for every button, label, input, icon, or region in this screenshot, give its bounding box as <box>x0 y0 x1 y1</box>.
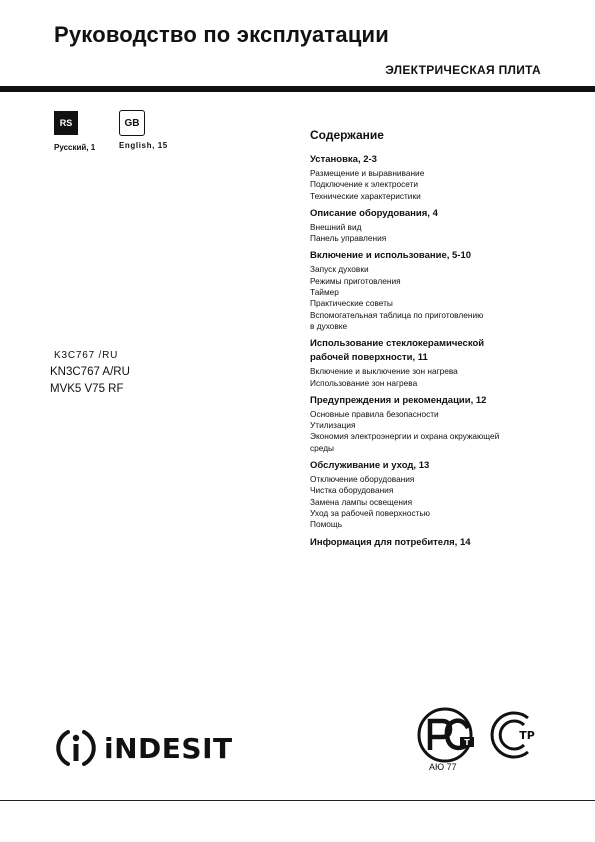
lang-badge-gb: GB <box>119 110 145 136</box>
rst-certification-icon <box>416 706 478 764</box>
toc-item: Экономия электроэнергии и охрана окружающей <box>310 431 500 442</box>
toc-item: Утилизация <box>310 420 356 431</box>
toc-item: Панель управления <box>310 233 387 244</box>
lang-caption-en: English, 15 <box>119 141 168 150</box>
toc-item: среды <box>310 442 334 453</box>
toc-item: Включение и выключение зон нагрева <box>310 366 458 377</box>
toc-item: Отключение оборудования <box>310 474 415 485</box>
indesit-logo-icon <box>54 726 98 770</box>
toc-section <box>310 537 550 549</box>
toc-item: в духовке <box>310 320 348 331</box>
indesit-logo <box>54 726 233 770</box>
toc-section-title: Информация для потребителя, 14 <box>310 536 471 548</box>
toc-item: Помощь <box>310 519 343 530</box>
model-name: KN3C767 A/RU <box>50 366 130 378</box>
certification-marks <box>416 706 546 764</box>
certification-code: АЮ 77 <box>429 762 457 772</box>
toc-section-title: Обслуживание и уход, 13 <box>310 460 430 472</box>
toc-section <box>310 154 550 202</box>
product-type: ЭЛЕКТРИЧЕСКАЯ ПЛИТА <box>385 63 541 77</box>
model-list <box>50 347 130 398</box>
toc-section <box>310 460 550 530</box>
toc-item: Технические характеристики <box>310 190 421 201</box>
toc-section <box>310 250 550 332</box>
toc-section-title: Использование стеклокерамической <box>310 338 485 350</box>
tr-mark-label: ТР <box>519 729 535 742</box>
toc-item: Уход за рабочей поверхностью <box>310 507 430 518</box>
toc-item: Режимы приготовления <box>310 275 401 286</box>
eac-tr-certification-icon <box>484 706 546 764</box>
toc-item: Размещение и выравнивание <box>310 168 425 178</box>
model-name: MVK5 V75 RF <box>50 383 124 395</box>
toc-section-title: Включение и использование, 5-10 <box>310 250 472 262</box>
toc-item: Практические советы <box>310 298 393 309</box>
toc-item: Подключение к электросети <box>310 179 419 190</box>
toc-item: Вспомогательная таблица по приготовлению <box>310 309 484 320</box>
bottom-divider <box>0 800 595 801</box>
toc-item: Запуск духовки <box>310 264 369 275</box>
table-of-contents <box>310 128 550 555</box>
page-title: Руководство по эксплуатации <box>54 22 390 47</box>
toc-item: Основные правила безопасности <box>310 408 439 419</box>
model-name: K3C767 /RU <box>54 350 119 361</box>
toc-item: Замена лампы освещения <box>310 496 413 507</box>
toc-item: Использование зон нагрева <box>310 377 418 388</box>
toc-item: Чистка оборудования <box>310 485 394 496</box>
toc-title: Содержание <box>310 128 384 142</box>
toc-item: Внешний вид <box>310 221 362 232</box>
lang-badge-rs: RS <box>54 111 78 135</box>
top-divider <box>0 86 595 92</box>
toc-section-title-line2: рабочей поверхности, 11 <box>310 352 428 364</box>
toc-section-title: Описание оборудования, 4 <box>310 207 438 219</box>
toc-item: Таймер <box>310 287 339 298</box>
svg-text:T: T <box>464 738 470 747</box>
toc-section <box>310 395 550 454</box>
toc-section-title: Предупреждения и рекомендации, 12 <box>310 394 487 406</box>
toc-section <box>310 208 550 245</box>
lang-caption-ru: Русский, 1 <box>54 143 96 152</box>
toc-section-title: Установка, 2-3 <box>310 154 377 165</box>
toc-section <box>310 338 550 389</box>
brand-name: iNDESIT <box>104 731 233 765</box>
